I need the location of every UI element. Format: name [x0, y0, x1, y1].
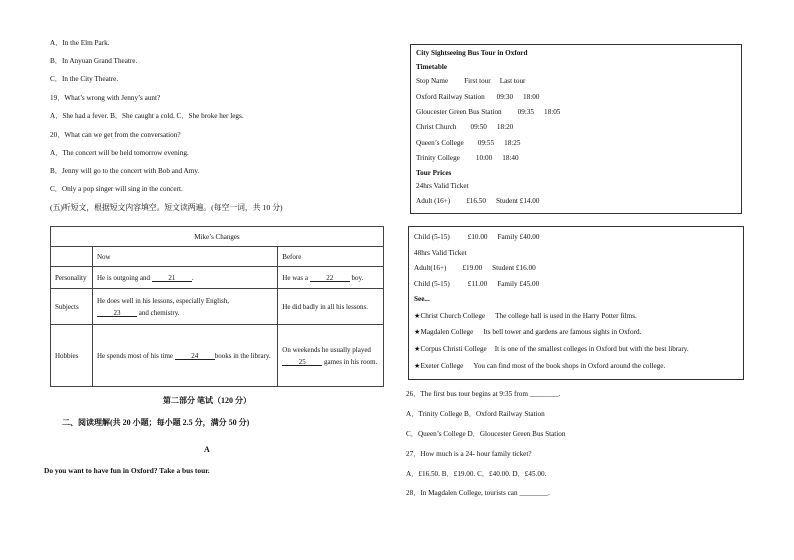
header-stop-name: Stop Name: [416, 77, 449, 85]
question-28: 28．In Magdalen College, tourists can ________.: [406, 489, 550, 497]
table-row: [51, 267, 384, 289]
sight-desc: Its bell tower and gardens are famous sights in Oxford.: [483, 328, 642, 336]
reading-section-title: 二、阅读理解(共 20 小题；每小题 2.5 分，满分 50 分): [62, 418, 250, 427]
list-item: [414, 344, 689, 353]
table-title: Mike’s Changes: [51, 227, 384, 247]
student-price: Student £16.00: [492, 264, 536, 272]
valid-48hrs: 48hrs Valid Ticket: [414, 249, 467, 257]
cell-text: and chemistry.: [138, 308, 180, 317]
adult-label: Adult(16+): [414, 264, 447, 272]
list-item: [416, 123, 513, 131]
tour-title: City Sightseeing Bus Tour in Oxford: [416, 49, 528, 57]
options-19: A．She had a fever. B．She caught a cold. C．She broke her legs.: [50, 112, 244, 120]
row-label: Hobbies: [51, 325, 93, 387]
stop-name: Gloucester Green Bus Station: [416, 108, 502, 116]
option-18a: A．In the Elm Park.: [50, 39, 110, 47]
cell-before: He did badly in all his lessons.: [278, 289, 384, 325]
table-header-before: Before: [278, 247, 384, 267]
sight-desc: It is one of the smallest colleges in Oxford but with the best library.: [494, 345, 689, 353]
table-row: [51, 289, 384, 325]
part-two-title: 第二部分 笔试（120 分）: [163, 396, 251, 405]
section-five-instructions: (五)听短文，根据短文内容填空。短文读两遍。(每空一词，共 10 分): [50, 203, 283, 212]
cell-text: games in his room.: [324, 357, 378, 366]
family-price: Family £40.00: [497, 233, 540, 241]
header-first-tour: First tour: [464, 77, 491, 85]
cell-text: He spends most of his time: [96, 351, 174, 360]
sight-name: ★Exeter College: [414, 362, 464, 370]
child-label: Child (5-15): [414, 280, 450, 288]
sight-name: ★Magdalen College: [414, 328, 474, 336]
see-heading: See...: [414, 295, 430, 303]
table-row: [51, 325, 384, 387]
options-26-cd: C．Queen’s College D．Gloucester Green Bus Station: [406, 430, 566, 438]
valid-24hrs: 24hrs Valid Ticket: [416, 182, 469, 190]
cell-text: books in the library.: [214, 351, 271, 360]
stop-first: 09:55: [477, 139, 495, 147]
child-price: £10.00: [467, 233, 488, 241]
cell-before: [278, 267, 384, 289]
adult-48-row: [414, 264, 536, 272]
ticket-prices-sights-box: [408, 226, 744, 380]
adult-24-price-row: [416, 197, 540, 205]
family-price: Family £45.00: [497, 280, 540, 288]
option-20c: C．Only a pop singer will sing in the concert.: [50, 185, 183, 193]
stop-first: 09:35: [517, 108, 535, 116]
blank-22[interactable]: 22: [310, 272, 350, 282]
tour-prices-heading: Tour Prices: [416, 169, 452, 177]
table-header-now: Now: [92, 247, 277, 267]
stop-name: Queen’s College: [416, 139, 464, 147]
stop-name: Christ Church: [416, 123, 457, 131]
row-label: Subjects: [51, 289, 93, 325]
stop-name: Trinity College: [416, 154, 460, 162]
adult-price: £16.50: [466, 197, 486, 205]
passage-intro: Do you want to have fun in Oxford? Take a bus tour.: [44, 466, 210, 475]
header-last-tour: Last tour: [499, 77, 526, 85]
question-26: 26．The first bus tour begins at 9:35 from ________.: [406, 390, 561, 398]
sight-desc: The college hall is used in the Harry Potter films.: [495, 312, 637, 320]
cell-before: [278, 325, 384, 387]
stop-last: 18:25: [504, 139, 521, 147]
child-48-row: [414, 280, 539, 288]
option-20b: B．Jenny will go to the concert with Bob and Amy.: [50, 167, 200, 175]
adult-label: Adult (16+): [416, 197, 451, 205]
table-header-empty: [51, 247, 93, 267]
list-item: [416, 93, 539, 101]
row-label: Personality: [51, 267, 93, 289]
blank-24[interactable]: 24: [175, 350, 215, 360]
options-27: A．£16.50. B．£19.00. C．£40.00. D．£45.00.: [406, 470, 547, 478]
sight-name: ★Corpus Christi College: [414, 345, 487, 353]
cell-text: .: [191, 273, 194, 282]
cell-now: [92, 267, 277, 289]
sight-name: ★Christ Church College: [414, 312, 486, 320]
stop-last: 18:00: [523, 93, 540, 101]
stop-last: 18:20: [496, 123, 514, 131]
stop-first: 09:50: [470, 123, 487, 131]
blank-25[interactable]: 25: [282, 356, 322, 366]
question-19: 19．What’s wrong with Jenny’s aunt?: [50, 94, 161, 102]
child-24-row: [414, 233, 539, 241]
list-item: [416, 139, 520, 147]
adult-price: £19.00: [462, 264, 483, 272]
option-18b: B．In Anyuan Grand Theatre.: [50, 57, 138, 65]
option-20a: A．The concert will be held tomorrow evening.: [50, 149, 189, 157]
list-item: [416, 108, 560, 116]
list-item: [416, 154, 519, 162]
child-price: £11.00: [467, 280, 488, 288]
child-label: Child (5-15): [414, 233, 450, 241]
stop-last: 18:40: [502, 154, 519, 162]
question-27: 27．How much is a 24- hour family ticket?: [406, 450, 532, 458]
stop-last: 18:05: [544, 108, 561, 116]
cell-now: [92, 325, 277, 387]
cell-text: He was a: [282, 273, 308, 282]
blank-21[interactable]: 21: [152, 272, 192, 282]
list-item: [414, 311, 637, 320]
cell-now: [92, 289, 277, 325]
stop-name: Oxford Railway Station: [416, 93, 485, 101]
cell-text: boy.: [351, 273, 364, 282]
mikes-changes-table: [50, 226, 384, 387]
list-item: [414, 327, 641, 336]
list-item: [414, 361, 665, 370]
passage-letter: A: [204, 445, 210, 454]
option-18c: C．In the City Theatre.: [50, 75, 119, 83]
stop-first: 09:30: [496, 93, 514, 101]
sight-desc: You can find most of the book shops in Oxford around the college.: [473, 362, 666, 370]
question-20: 20．What can we get from the conversation?: [50, 131, 181, 139]
stop-first: 10:00: [475, 154, 493, 162]
options-26-ab: A．Trinity College B．Oxford Railway Station: [406, 410, 545, 418]
cell-text: On weekends he usually played: [282, 345, 371, 354]
timetable-header: [416, 77, 525, 85]
bus-tour-timetable-box: [410, 44, 742, 214]
blank-23[interactable]: 23: [97, 307, 137, 317]
student-price: Student £14.00: [495, 197, 540, 205]
timetable-heading: Timetable: [416, 63, 448, 71]
cell-text: He is outgoing and: [96, 273, 151, 282]
cell-text: He does well in his lessons, especially English,: [96, 296, 229, 305]
